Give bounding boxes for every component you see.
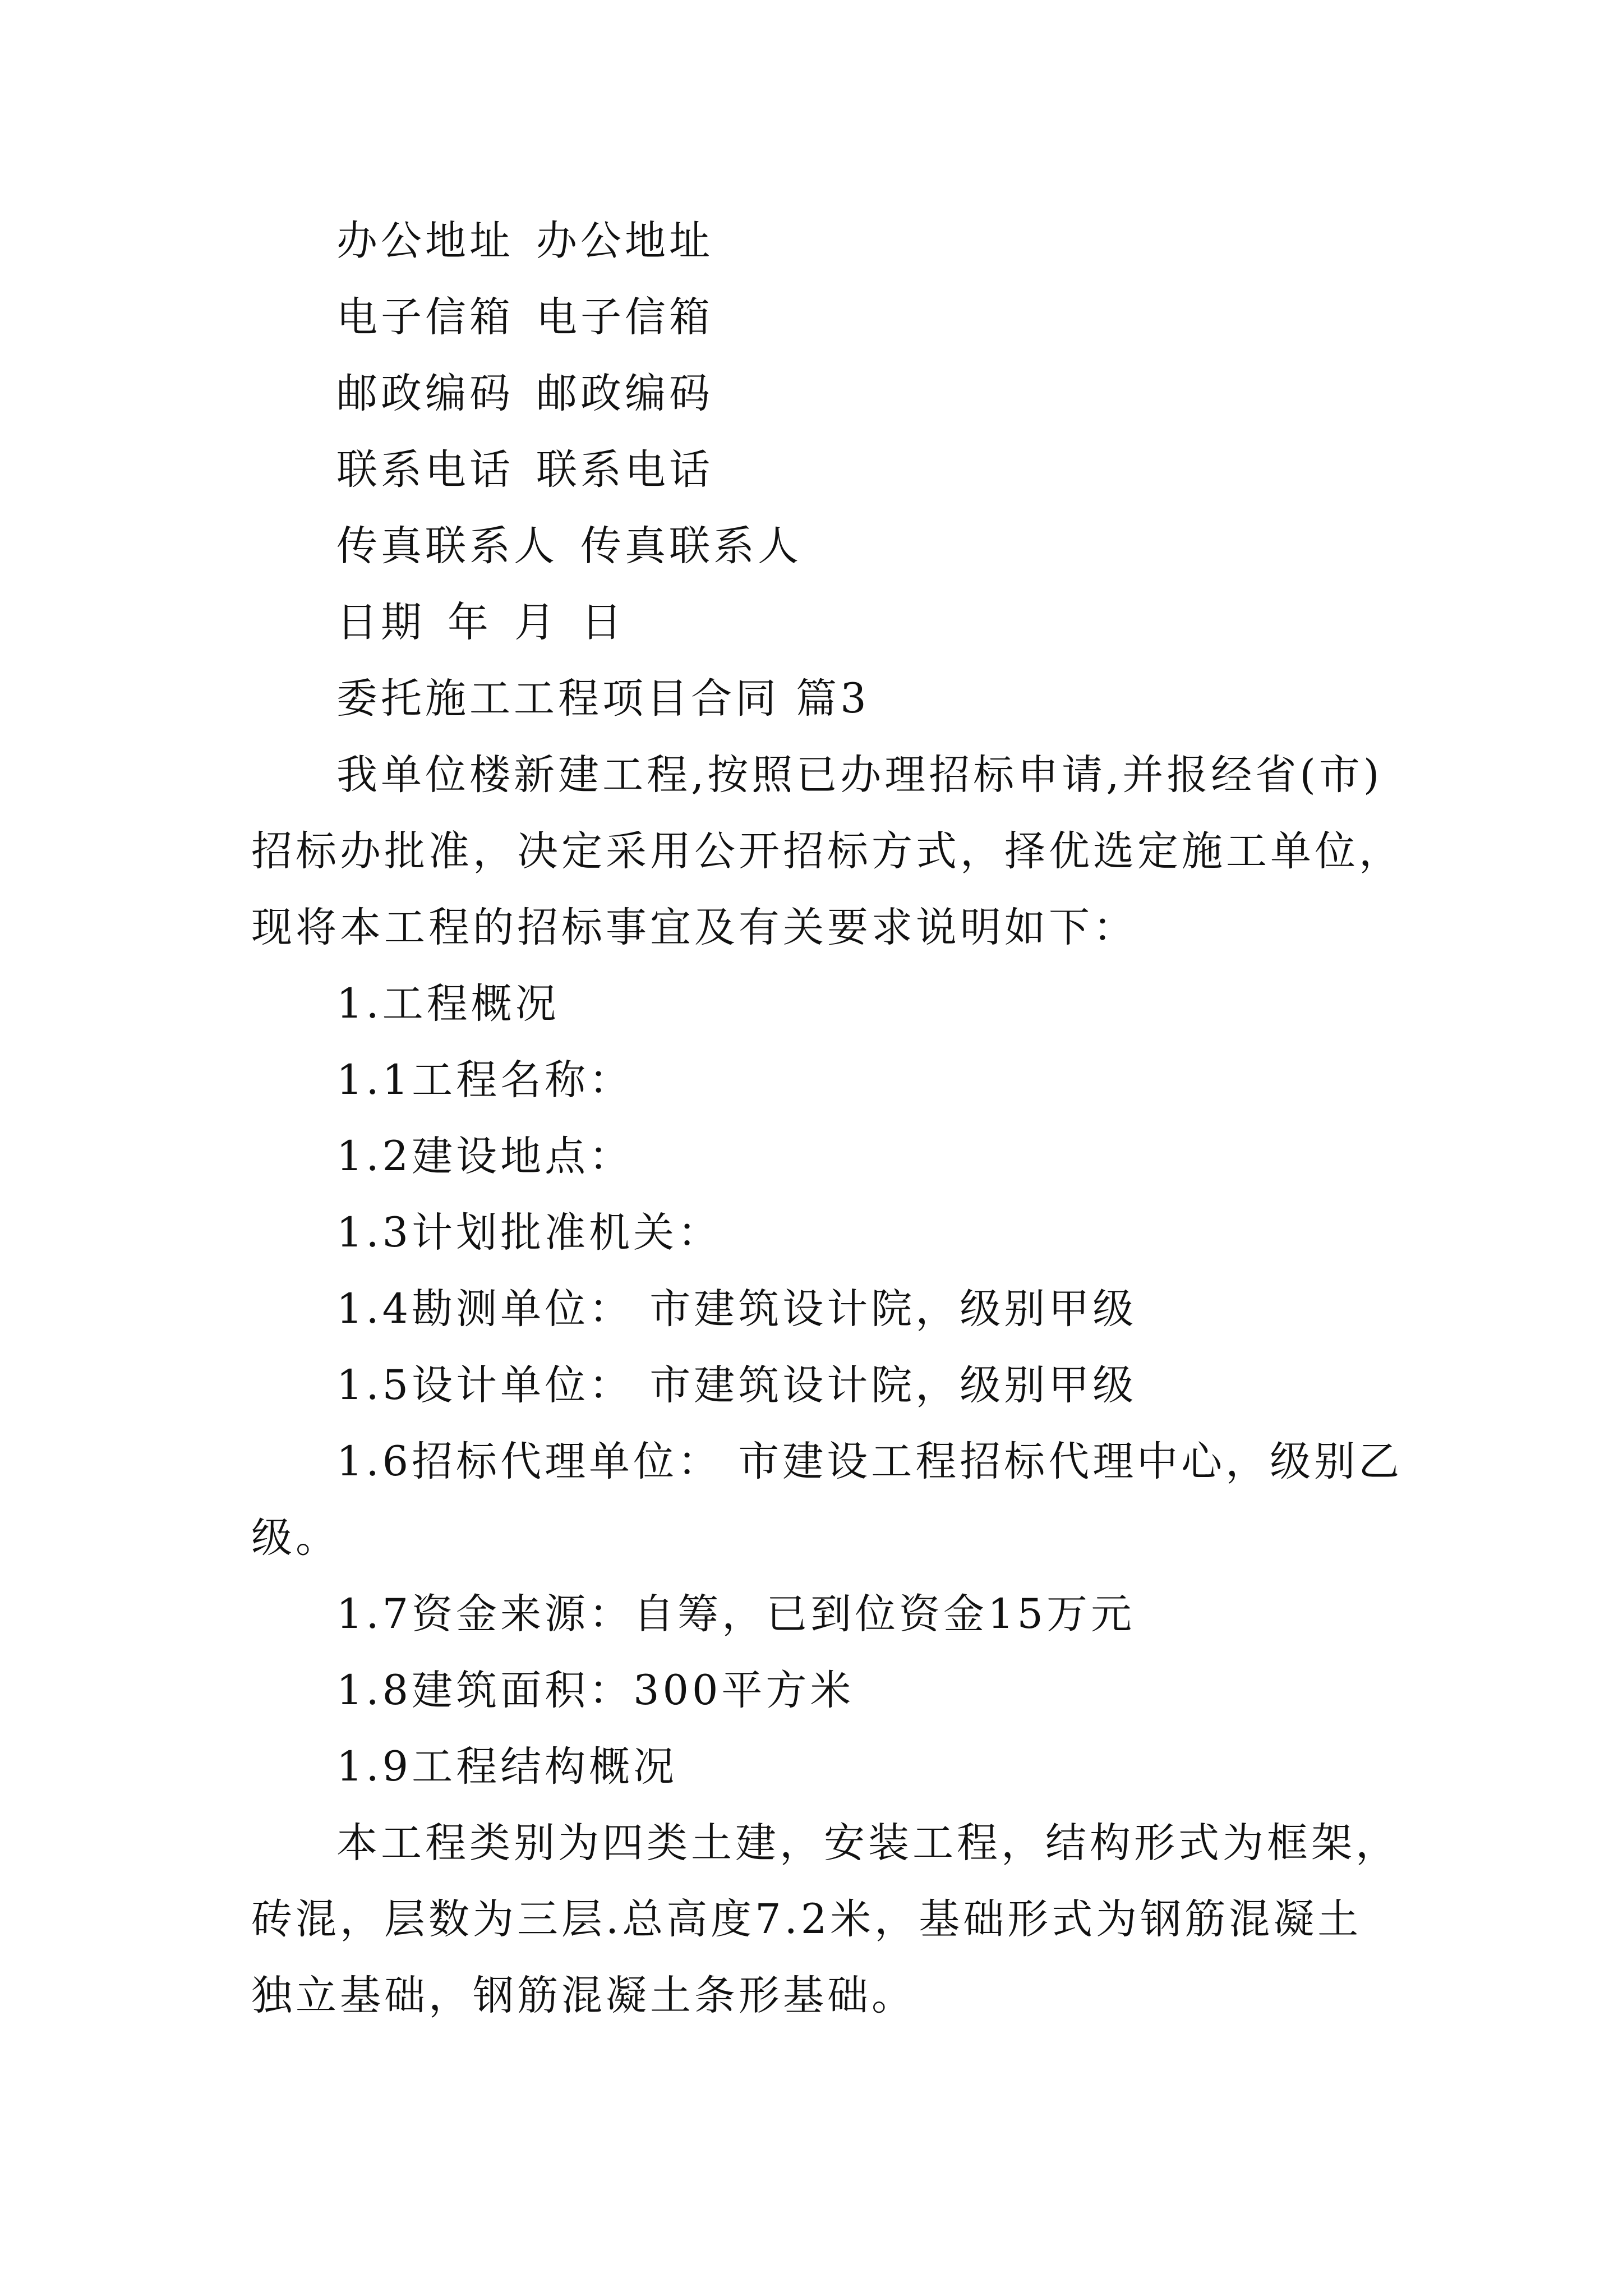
intro-line-3: 现将本工程的招标事宜及有关要求说明如下： [251, 904, 1137, 951]
contact-label: 办公地址 [336, 217, 514, 265]
contact-line-email [336, 289, 713, 346]
contact-value: 联系电话 [536, 446, 713, 494]
contact-line-phone [336, 442, 713, 498]
contact-line-fax-contact [336, 518, 802, 574]
structure-line-2: 砖混，层数为三层.总高度7.2米，基础形式为钢筋混凝土 [251, 1895, 1362, 1943]
date-year: 年 [448, 599, 492, 646]
item-heading: 1.工程概况 [336, 980, 560, 1028]
contact-value: 传真联系人 [580, 522, 802, 570]
item-1-2: 1.2建设地点： [336, 1133, 634, 1180]
item-1-3: 1.3计划批准机关： [336, 1209, 722, 1257]
contact-label: 联系电话 [336, 446, 514, 494]
intro-line-1: 我单位楼新建工程,按照已办理招标申请,并报经省(市) [336, 751, 1383, 799]
date-day: 日 [581, 599, 625, 646]
item-1-1: 1.1工程名称： [336, 1056, 634, 1104]
section-title: 委托施工工程项目合同 篇3 [336, 675, 870, 723]
item-1-7: 1.7资金来源：自筹，已到位资金15万元 [336, 1590, 1135, 1638]
contact-line-postcode [336, 366, 713, 422]
contact-label: 邮政编码 [336, 370, 514, 417]
intro-line-2: 招标办批准，决定采用公开招标方式，择优选定施工单位， [251, 827, 1403, 875]
item-1-4: 1.4勘测单位： 市建筑设计院，级别甲级 [336, 1285, 1137, 1333]
structure-line-3: 独立基础，钢筋混凝土条形基础。 [251, 1972, 916, 2019]
contact-label: 传真联系人 [336, 522, 558, 570]
date-month: 月 [514, 599, 559, 646]
contact-value: 邮政编码 [536, 370, 713, 417]
item-1-5: 1.5设计单位： 市建筑设计院，级别甲级 [336, 1361, 1137, 1409]
item-1-9: 1.9工程结构概况 [336, 1743, 678, 1791]
contact-line-address [336, 213, 713, 269]
item-1-6-line-2: 级。 [251, 1514, 340, 1562]
contact-value: 电子信箱 [536, 293, 713, 341]
contact-label: 电子信箱 [336, 293, 514, 341]
item-1-8: 1.8建筑面积：300平方米 [336, 1667, 855, 1714]
date-label: 日期 [336, 599, 425, 646]
date-line [336, 595, 625, 651]
structure-line-1: 本工程类别为四类土建，安装工程，结构形式为框架， [336, 1819, 1400, 1867]
item-1-6-line-1: 1.6招标代理单位： 市建设工程招标代理中心，级别乙 [336, 1438, 1403, 1485]
contact-value: 办公地址 [536, 217, 713, 265]
